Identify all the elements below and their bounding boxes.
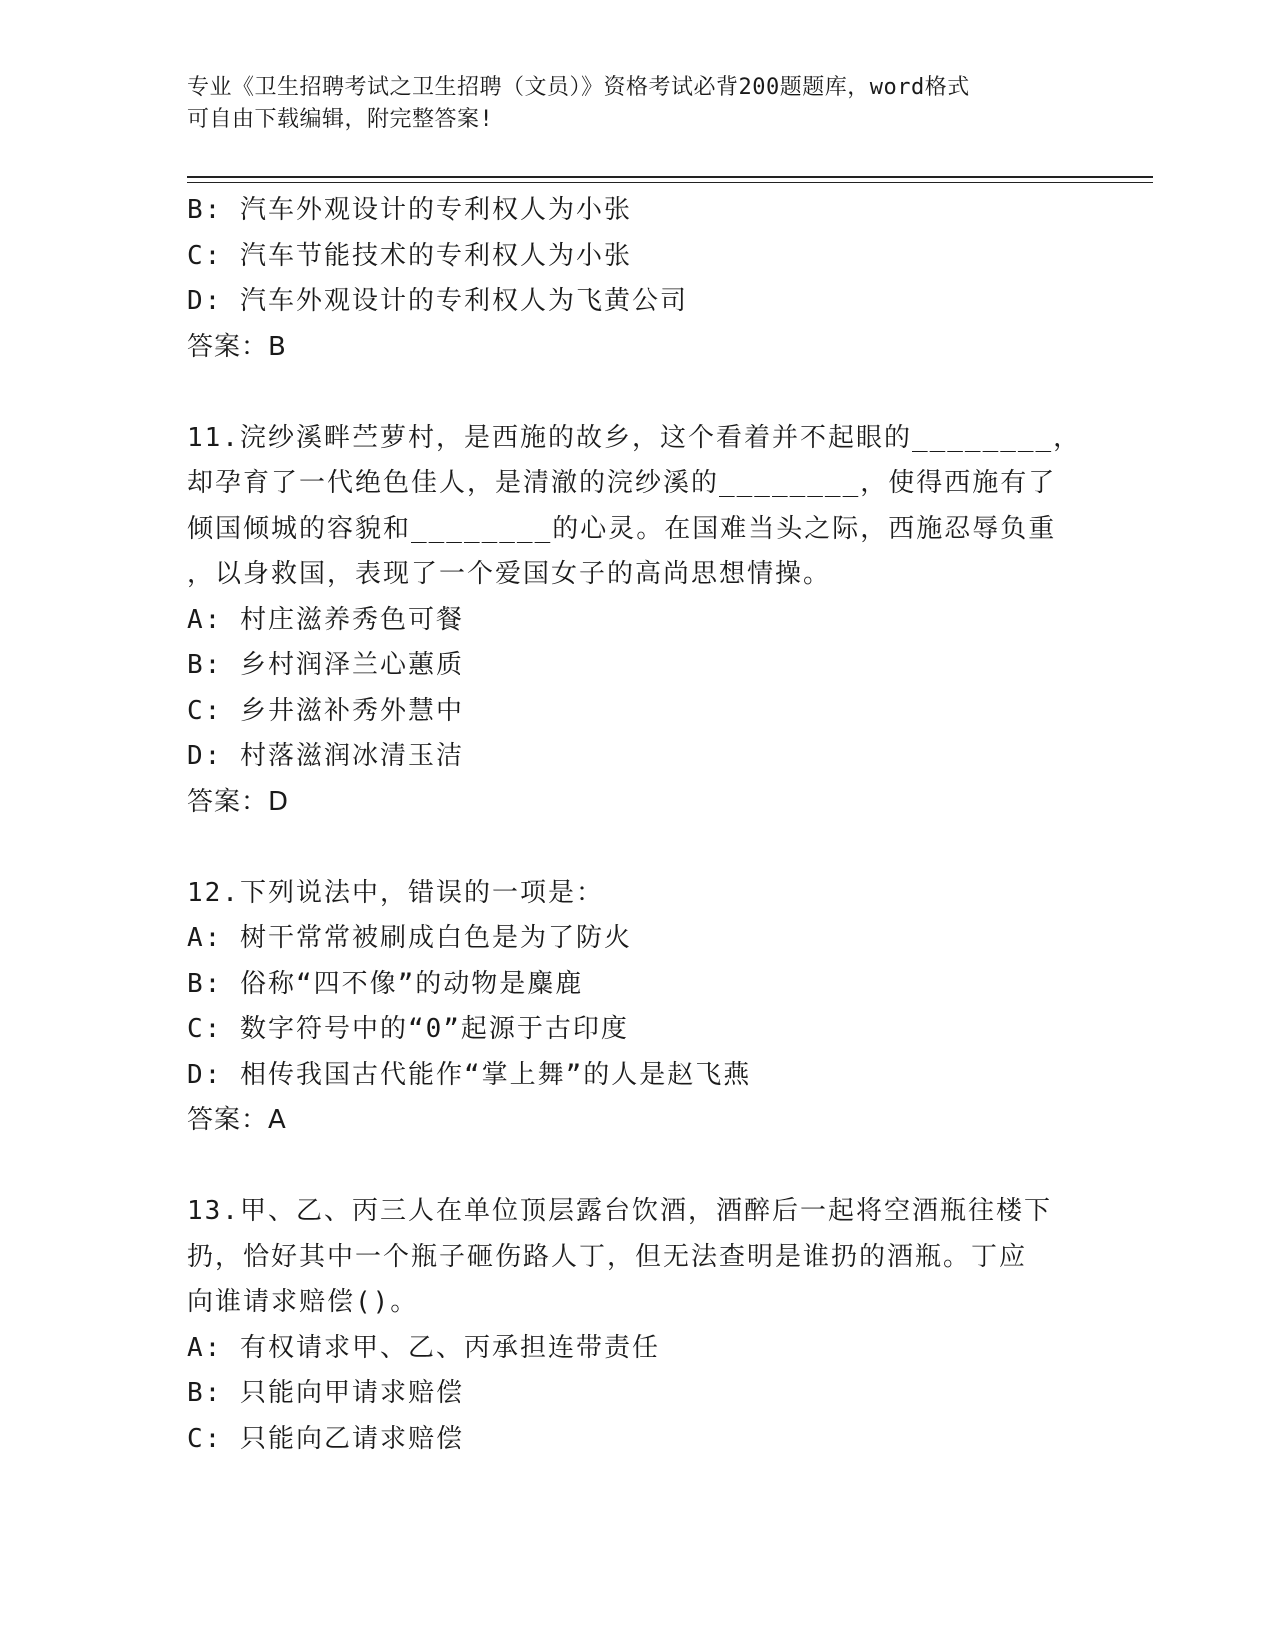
question-10-tail — [187, 188, 1087, 370]
question-13 — [187, 1189, 1087, 1462]
question-11 — [187, 416, 1087, 826]
option-c: C: 数字符号中的“0”起源于古印度 — [187, 1014, 629, 1044]
question-stem-line: 13.甲、乙、丙三人在单位顶层露台饮酒，酒醉后一起将空酒瓶往楼下 — [187, 1196, 1052, 1226]
option-b: B: 俗称“四不像”的动物是麋鹿 — [187, 968, 584, 999]
option-a: A: 有权请求甲、乙、丙承担连带责任 — [187, 1332, 660, 1363]
option-c: C: 乡井滋补秀外慧中 — [187, 695, 464, 726]
option-b: B: 只能向甲请求赔偿 — [187, 1378, 464, 1408]
option-a: A: 树干常常被刷成白色是为了防火 — [187, 923, 632, 953]
option-d: D: 村落滋润冰清玉洁 — [187, 741, 464, 771]
header-divider-thick — [187, 176, 1153, 178]
question-stem-line: 扔，恰好其中一个瓶子砸伤路人丁，但无法查明是谁扔的酒瓶。丁应 — [187, 1241, 1028, 1272]
spacer — [187, 825, 1087, 871]
question-12 — [187, 871, 1087, 1144]
option-d: D: 相传我国古代能作“掌上舞”的人是赵飞燕 — [187, 1059, 752, 1090]
option-c: C: 汽车节能技术的专利权人为小张 — [187, 240, 632, 271]
question-stem-line: 倾国倾城的容貌和________的心灵。在国难当头之际，西施忍辱负重 — [187, 513, 1057, 544]
question-list — [187, 188, 1087, 1462]
document-header — [187, 72, 1067, 136]
spacer — [187, 1144, 1087, 1190]
answer-line: 答案：D — [187, 786, 290, 817]
option-c: C: 只能向乙请求赔偿 — [187, 1423, 464, 1454]
question-stem-line: ，以身救国，表现了一个爱国女子的高尚思想情操。 — [187, 559, 832, 589]
option-a: A: 村庄滋养秀色可餐 — [187, 604, 464, 635]
option-b: B: 乡村润泽兰心蕙质 — [187, 650, 464, 680]
question-stem-line: 11.浣纱溪畔苎萝村，是西施的故乡，这个看着并不起眼的________， — [187, 422, 1082, 453]
header-line-2: 可自由下载编辑，附完整答案! — [187, 107, 494, 132]
option-b: B: 汽车外观设计的专利权人为小张 — [187, 195, 632, 225]
header-divider-thin — [187, 182, 1153, 183]
spacer — [187, 370, 1087, 416]
answer-line: 答案：A — [187, 1105, 287, 1135]
answer-line: 答案：B — [187, 331, 287, 362]
question-stem-line: 却孕育了一代绝色佳人，是清澈的浣纱溪的________，使得西施有了 — [187, 468, 1057, 498]
question-stem-line: 12.下列说法中，错误的一项是： — [187, 877, 604, 908]
header-line-1: 专业《卫生招聘考试之卫生招聘（文员）》资格考试必背200题题库，word格式 — [187, 75, 970, 100]
question-stem-line: 向谁请求赔偿()。 — [187, 1287, 419, 1317]
option-d: D: 汽车外观设计的专利权人为飞黄公司 — [187, 286, 688, 316]
